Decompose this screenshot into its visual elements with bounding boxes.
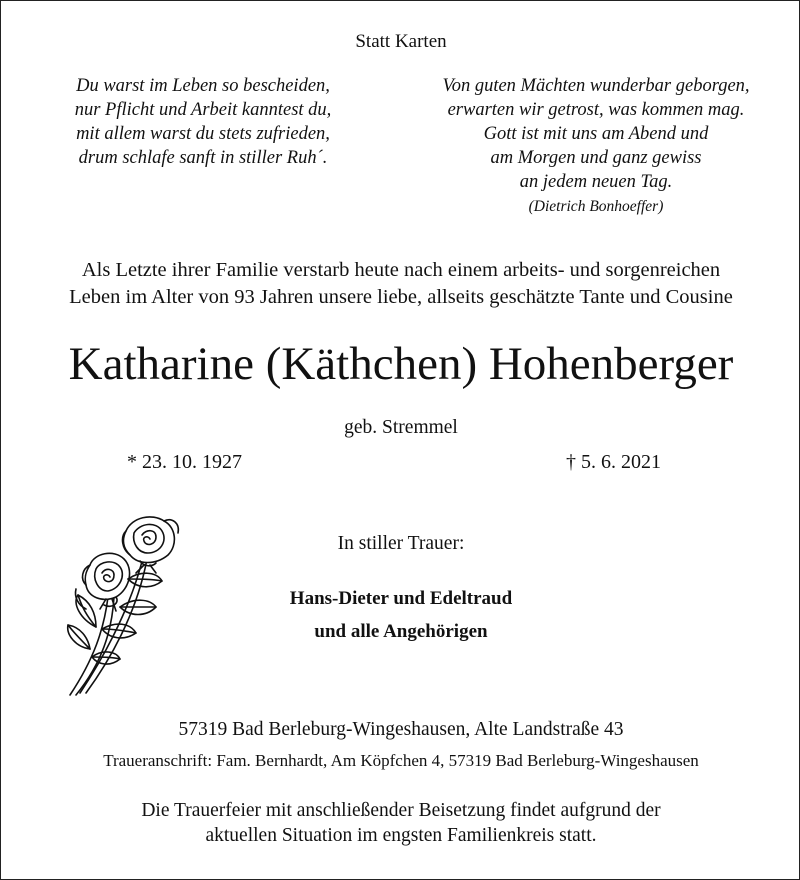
deceased-name: Katharine (Käthchen) Hohenberger: [68, 338, 734, 390]
poem-line: Von guten Mächten wunderbar geborgen,: [442, 76, 750, 96]
poem-left: [23, 74, 383, 170]
notice-header: Statt Karten: [355, 31, 447, 52]
poem-line: nur Pflicht und Arbeit kanntest du,: [74, 100, 332, 120]
death-date: † 5. 6. 2021: [566, 451, 661, 473]
roses-icon: [56, 509, 186, 699]
maiden-name: geb. Stremmel: [344, 417, 458, 438]
poem-line: erwarten wir getrost, was kommen mag.: [447, 100, 745, 120]
birth-date: * 23. 10. 1927: [127, 451, 242, 473]
poem-author: (Dietrich Bonhoeffer): [528, 198, 664, 215]
funeral-notice-line: aktuellen Situation im engsten Familienkreis statt.: [205, 825, 597, 846]
poem-line: Du warst im Leben so bescheiden,: [76, 76, 330, 96]
poem-line: am Morgen und ganz gewiss: [490, 148, 702, 168]
intro-line: Als Letzte ihrer Familie verstarb heute nach einem arbeits- und sorgenreichen: [81, 259, 721, 281]
funeral-notice: [1, 798, 800, 848]
poem-line: Gott ist mit uns am Abend und: [483, 124, 709, 144]
mourners-list: [201, 582, 601, 648]
poem-line: mit allem warst du stets zufrieden,: [76, 124, 330, 144]
poem-line: drum schlafe sanft in stiller Ruh´.: [78, 148, 328, 168]
funeral-notice-line: Die Trauerfeier mit anschließender Beisetzung findet aufgrund der: [141, 800, 661, 821]
home-address: 57319 Bad Berleburg-Wingeshausen, Alte Landstraße 43: [178, 719, 624, 740]
mourner-name: und alle Angehörigen: [314, 621, 488, 642]
mourning-heading: In stiller Trauer:: [337, 533, 465, 554]
poem-line: an jedem neuen Tag.: [519, 172, 673, 192]
poem-right: [396, 74, 796, 219]
intro-line: Leben im Alter von 93 Jahren unsere liebe, allseits geschätzte Tante und Cousine: [69, 286, 733, 308]
intro-text: [1, 257, 800, 311]
mourner-name: Hans-Dieter und Edeltraud: [289, 588, 513, 609]
mourning-address: Traueranschrift: Fam. Bernhardt, Am Köpfchen 4, 57319 Bad Berleburg-Wingeshausen: [103, 751, 699, 770]
